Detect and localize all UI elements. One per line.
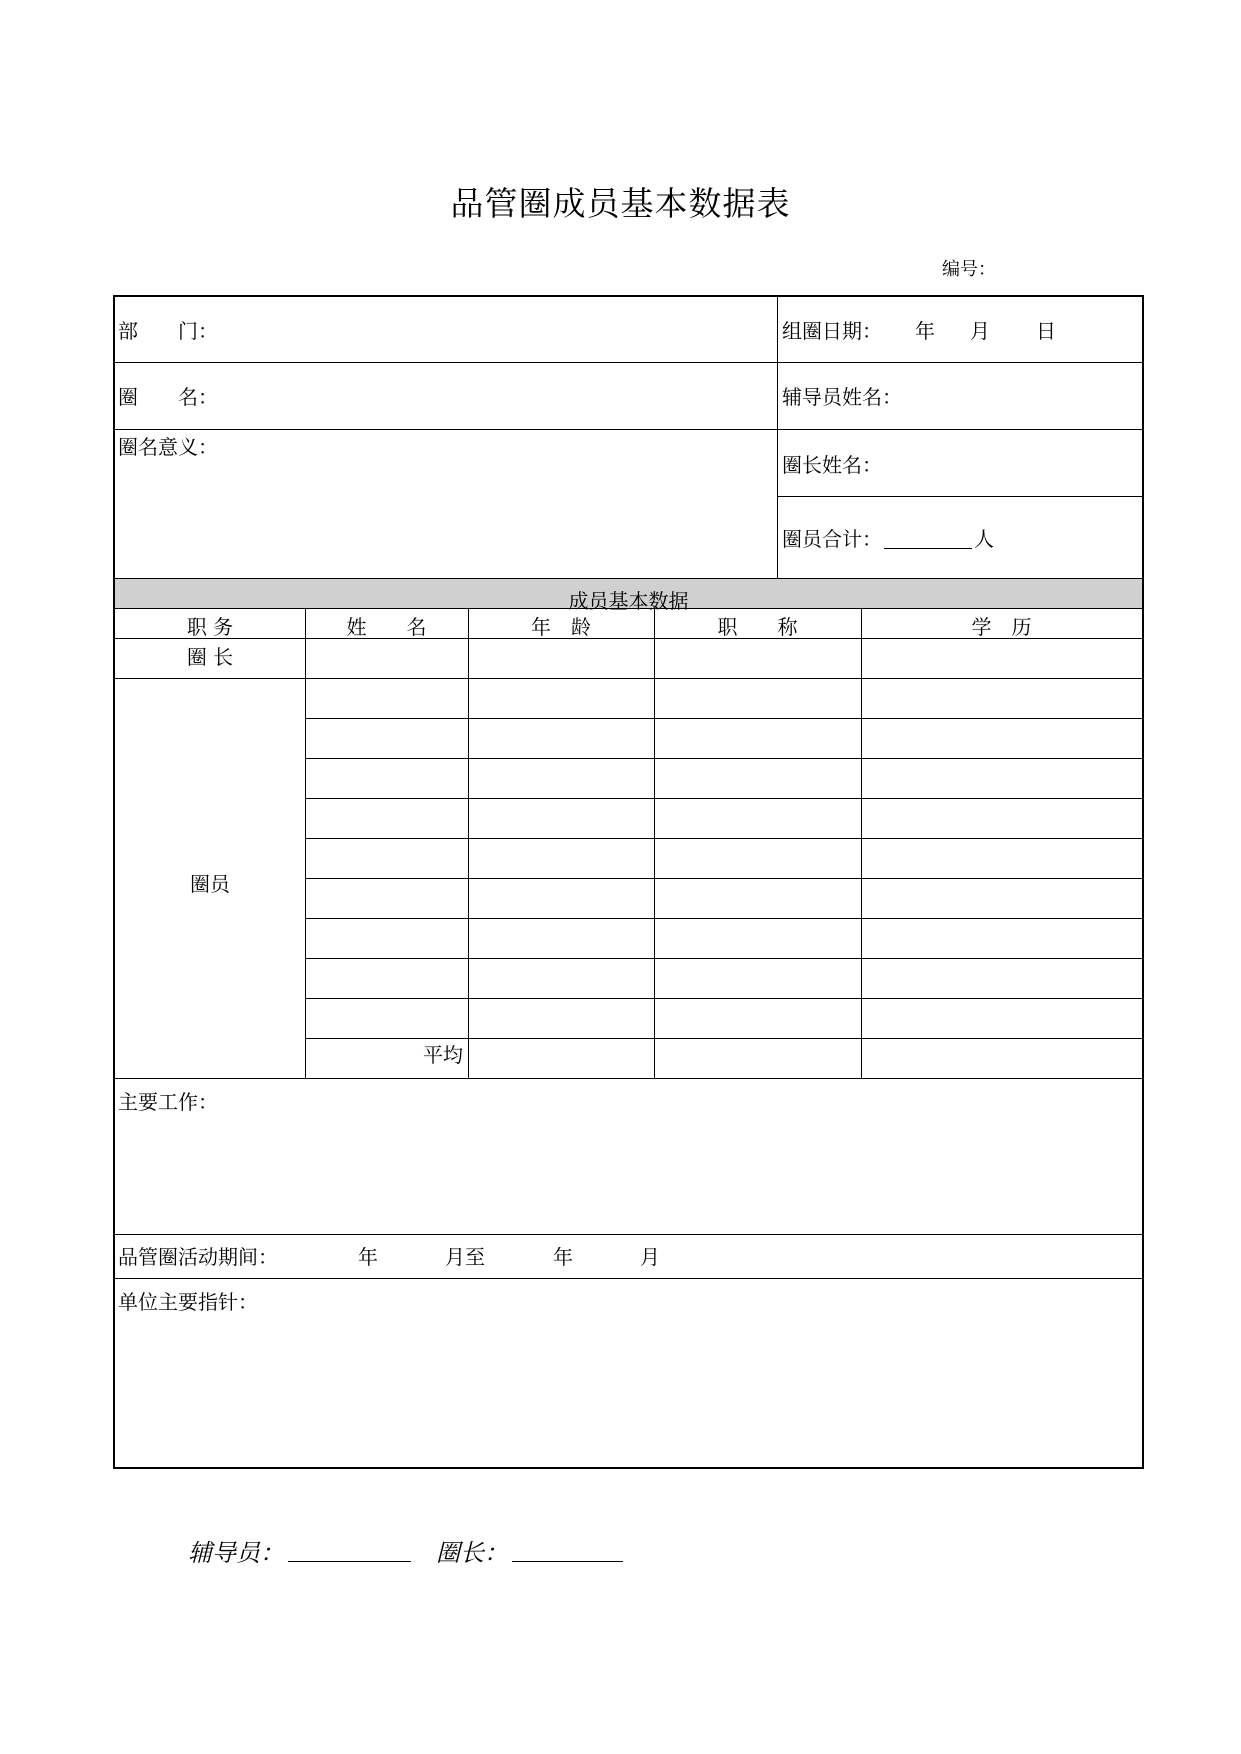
rule-col-title bbox=[861, 609, 862, 1079]
leader-signature-line[interactable] bbox=[512, 1561, 623, 1562]
leader-name-label: 圈长姓名： bbox=[782, 453, 882, 477]
col-header-role: 职 务 bbox=[186, 615, 234, 639]
form-title: 品管圈成员基本数据表 bbox=[450, 184, 791, 223]
rule-col-role bbox=[305, 609, 306, 1079]
activity-year-end: 年 bbox=[553, 1245, 573, 1269]
activity-year-start: 年 bbox=[358, 1245, 378, 1269]
rule-member-row bbox=[305, 798, 1142, 799]
member-section-title: 成员基本数据 bbox=[568, 589, 689, 613]
rule-circle-name bbox=[115, 429, 1142, 430]
tutor-name-label: 辅导员姓名： bbox=[782, 385, 902, 409]
activity-month-to: 月至 bbox=[445, 1245, 485, 1269]
rule-header-split bbox=[777, 297, 778, 579]
rule-member-row bbox=[305, 878, 1142, 879]
department-label: 部 门： bbox=[118, 319, 218, 343]
formed-date-label: 组圈日期： bbox=[782, 319, 882, 343]
rule-leader-name bbox=[777, 496, 1142, 497]
rule-member-row bbox=[305, 958, 1142, 959]
formed-day: 日 bbox=[1036, 319, 1056, 343]
guidance-label: 单位主要指针： bbox=[118, 1290, 258, 1314]
circle-name-label: 圈 名： bbox=[118, 385, 218, 409]
member-total-blank[interactable] bbox=[884, 528, 972, 549]
rule-member-row bbox=[305, 758, 1142, 759]
rule-member-row bbox=[305, 998, 1142, 999]
circle-meaning-label: 圈名意义： bbox=[118, 435, 218, 459]
rule-average-row bbox=[115, 1078, 1142, 1079]
col-header-education: 学 历 bbox=[971, 615, 1032, 639]
formed-month: 月 bbox=[970, 319, 990, 343]
rule-col-age bbox=[654, 609, 655, 1079]
col-header-name: 姓 名 bbox=[346, 615, 427, 639]
member-row-label: 圈员 bbox=[190, 872, 230, 896]
formed-year: 年 bbox=[915, 319, 935, 343]
serial-number-label: 编号： bbox=[942, 259, 996, 280]
rule-department bbox=[115, 362, 1142, 363]
rule-member-row bbox=[305, 918, 1142, 919]
rule-leader-row bbox=[115, 678, 1142, 679]
main-work-label: 主要工作： bbox=[118, 1090, 218, 1114]
member-total-row bbox=[782, 528, 994, 549]
rule-col-name bbox=[468, 609, 469, 1079]
activity-month-end: 月 bbox=[640, 1245, 660, 1269]
average-label: 平均 bbox=[423, 1043, 463, 1067]
member-total-label: 圈员合计： bbox=[782, 527, 882, 551]
rule-main-work bbox=[115, 1234, 1142, 1235]
leader-signature-label: 圈长： bbox=[436, 1539, 508, 1567]
tutor-signature-label: 辅导员： bbox=[188, 1539, 284, 1567]
leader-row-label: 圈 长 bbox=[186, 645, 234, 669]
rule-activity-period bbox=[115, 1278, 1142, 1279]
member-total-unit: 人 bbox=[974, 527, 994, 551]
rule-member-row bbox=[305, 1038, 1142, 1039]
activity-period-label: 品管圈活动期间： bbox=[118, 1245, 278, 1269]
tutor-signature-line[interactable] bbox=[288, 1561, 411, 1562]
col-header-age: 年 龄 bbox=[531, 615, 591, 639]
col-header-title: 职 称 bbox=[717, 615, 798, 639]
rule-member-row bbox=[305, 718, 1142, 719]
rule-member-row bbox=[305, 838, 1142, 839]
member-data-form bbox=[113, 295, 1144, 1469]
